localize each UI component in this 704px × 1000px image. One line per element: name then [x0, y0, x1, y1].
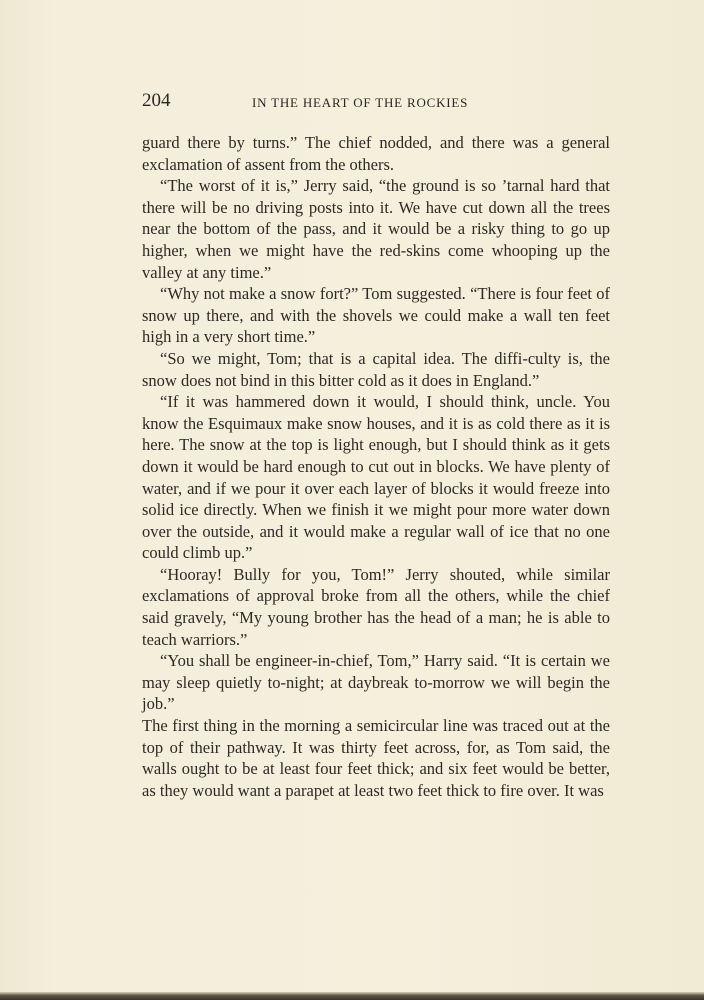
paragraph: “Hooray! Bully for you, Tom!” Jerry shouted, while similar exclamations of approval broke from all the others, while the chief said gravely, “My young brother has the head of a man; he is able to teach warriors.” — [142, 564, 610, 649]
paragraph: guard there by turns.” The chief nodded, and there was a general exclamation of assent from the others. — [142, 133, 610, 174]
paragraph: “So we might, Tom; that is a capital idea. The diffi-culty is, the snow does not bind in this bitter cold as it does in England.” — [142, 348, 610, 390]
page-bottom-edge — [0, 992, 704, 1000]
paragraph: “Why not make a snow fort?” Tom suggested. “There is four feet of snow up there, and with the shovels we could make a wall ten feet high in a very short time.” — [142, 284, 610, 347]
body-text — [142, 132, 610, 801]
page-number: 204 — [142, 90, 171, 111]
paragraph: “If it was hammered down it would, I should think, uncle. You know the Esquimaux make snow houses, and it is as cold there as it is here. The snow at the top is light enough, but I should think as it gets down it would be hard enough to cut out in blocks. We have plenty of water, and if we pour it over each layer of blocks it would freeze into solid ice directly. When we finish it we might pour more water down over the outside, and it would make a regular wall of ice that no one could climb up.” — [142, 392, 610, 563]
paragraph: The first thing in the morning a semicircular line was traced out at the top of their pathway. It was thirty feet across, for, as Tom said, the walls ought to be at least four feet thick; and six feet would be better, as they would want a parapet at least two feet thick to fire over. It was — [142, 716, 610, 800]
running-head: IN THE HEART OF THE ROCKIES — [252, 95, 469, 110]
paragraph: “The worst of it is,” Jerry said, “the ground is so ’tarnal hard that there will be no driving posts into it. We have cut down all the trees near the bottom of the pass, and it would be a risky thing to go up higher, when we might have the red-skins come whooping up the valley at any time.” — [142, 176, 610, 282]
page-header — [142, 90, 610, 116]
paragraph: “You shall be engineer-in-chief, Tom,” Harry said. “It is certain we may sleep quietly to-night; at daybreak to-morrow we will begin the job.” — [142, 651, 610, 714]
